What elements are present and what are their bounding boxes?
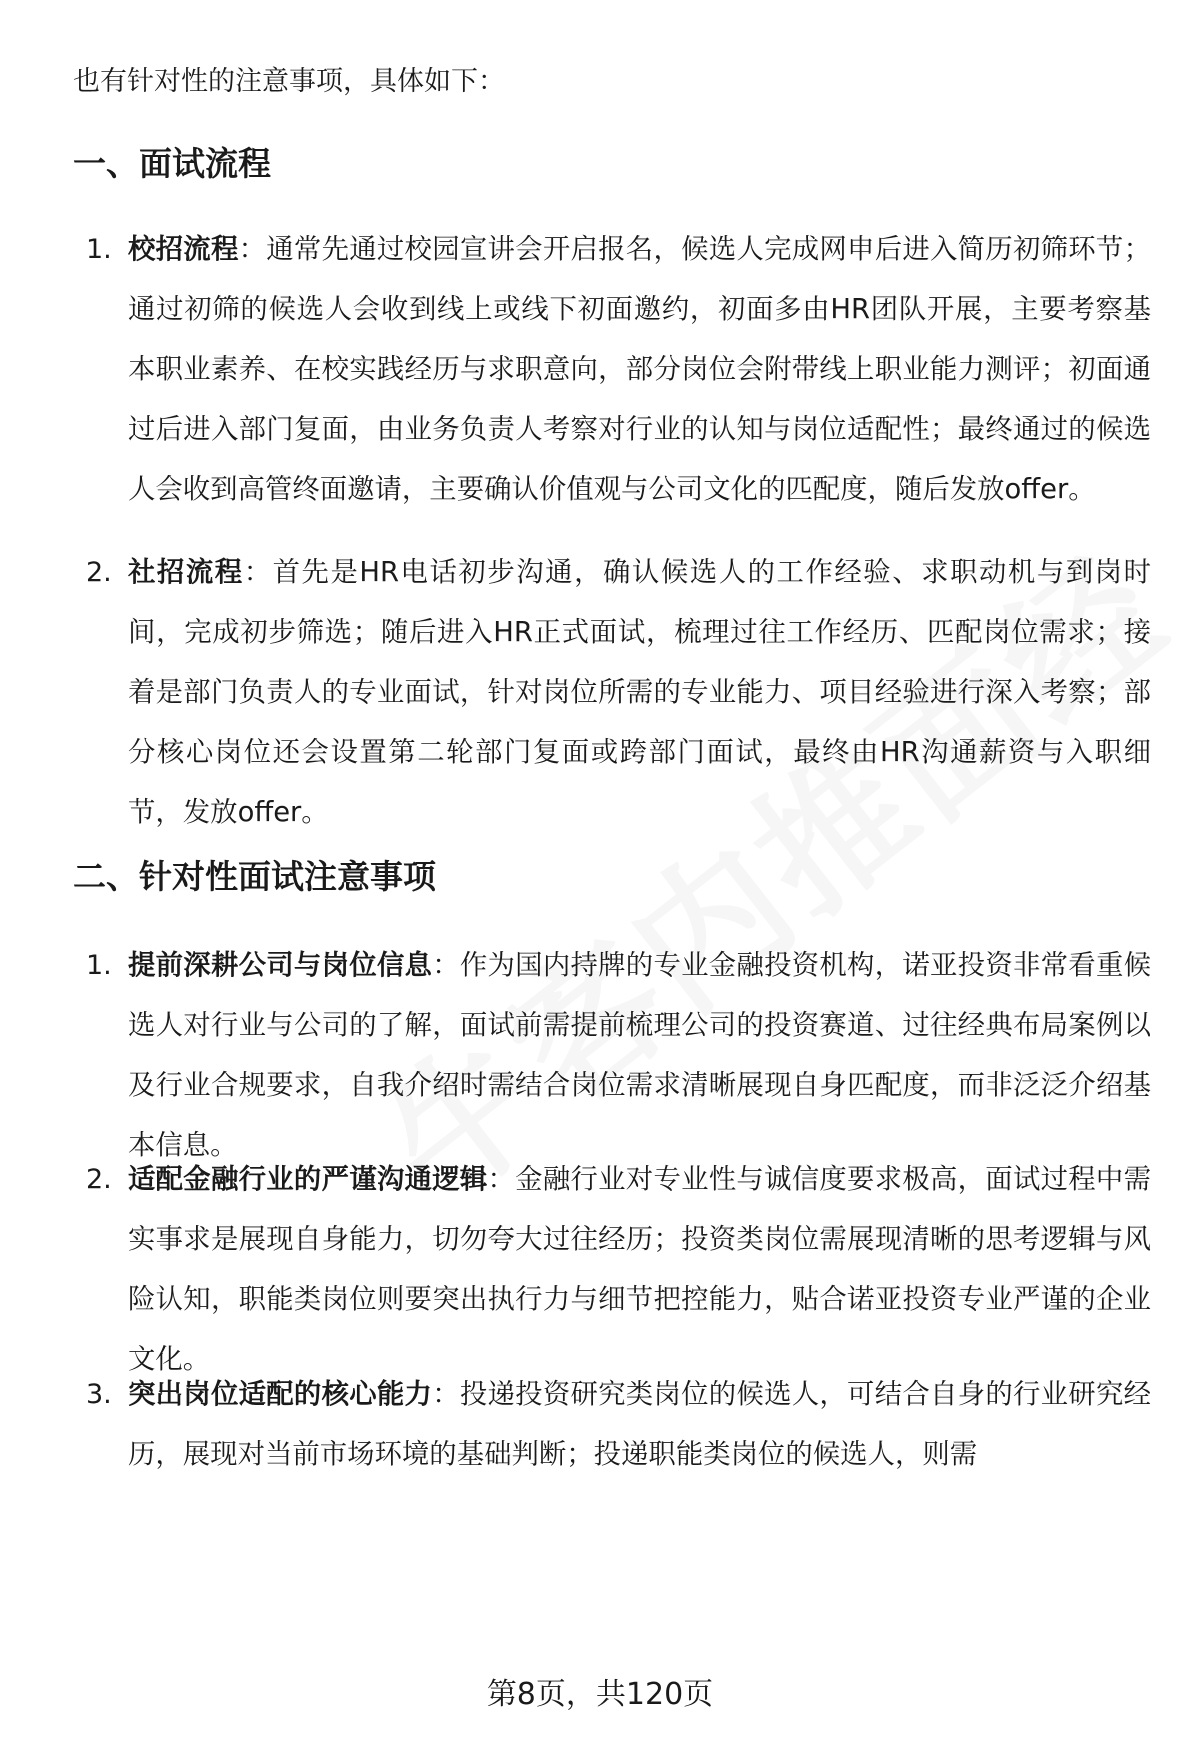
- list-number: 2.: [86, 1164, 112, 1195]
- list-item-text: ：作为国内持牌的专业金融投资机构，诺亚投资非常看重候选人对行业与公司的了解，面试前需提前梳理公司的投资赛道、过往经典布局案例以及行业合规要求，自我介绍时需结合岗位需求清晰展现自身匹配度，而非泛泛介绍基本信息。: [128, 950, 1151, 1161]
- section-heading-process: 一、面试流程: [73, 144, 271, 183]
- intro-text: 也有针对性的注意事项，具体如下：: [73, 66, 505, 97]
- list-number: 3.: [86, 1379, 112, 1410]
- list-item-lead: 校招流程: [128, 234, 239, 265]
- list-item-lead: 社招流程: [128, 557, 244, 588]
- list-item-body: [128, 1365, 1151, 1485]
- list-item-body: [128, 1150, 1151, 1390]
- section-heading-notes: 二、针对性面试注意事项: [73, 857, 436, 896]
- list-item-text: ：投递投资研究类岗位的候选人，可结合自身的行业研究经历，展现对当前市场环境的基础判断；投递职能类岗位的候选人，则需: [128, 1379, 1151, 1470]
- list-number: 1.: [86, 950, 112, 981]
- list-item-lead: 突出岗位适配的核心能力: [128, 1379, 433, 1410]
- list-item-text: ：金融行业对专业性与诚信度要求极高，面试过程中需实事求是展现自身能力，切勿夸大过往经历；投资类岗位需展现清晰的思考逻辑与风险认知，职能类岗位则要突出执行力与细节把控能力，贴合诺亚投资专业严谨的企业文化。: [128, 1164, 1151, 1375]
- page-footer: 第8页，共120页: [486, 1677, 714, 1712]
- list-item-body: [128, 543, 1151, 843]
- list-number: 2.: [86, 557, 112, 588]
- list-item-lead: 提前深耕公司与岗位信息: [128, 950, 433, 981]
- list-number: 1.: [86, 234, 112, 265]
- list-item-body: [128, 220, 1151, 520]
- list-item-lead: 适配金融行业的严谨沟通逻辑: [128, 1164, 488, 1195]
- list-item-body: [128, 936, 1151, 1176]
- list-item-text: ：首先是HR电话初步沟通，确认候选人的工作经验、求职动机与到岗时间，完成初步筛选；随后进入HR正式面试，梳理过往工作经历、匹配岗位需求；接着是部门负责人的专业面试，针对岗位所需的专业能力、项目经验进行深入考察；部分核心岗位还会设置第二轮部门复面或跨部门面试，最终由HR沟通薪资与入职细节，发放offer。: [128, 557, 1151, 828]
- list-item-text: ：通常先通过校园宣讲会开启报名，候选人完成网申后进入简历初筛环节；通过初筛的候选人会收到线上或线下初面邀约，初面多由HR团队开展，主要考察基本职业素养、在校实践经历与求职意向，部分岗位会附带线上职业能力测评；初面通过后进入部门复面，由业务负责人考察对行业的认知与岗位适配性；最终通过的候选人会收到高管终面邀请，主要确认价值观与公司文化的匹配度，随后发放offer。: [128, 234, 1151, 505]
